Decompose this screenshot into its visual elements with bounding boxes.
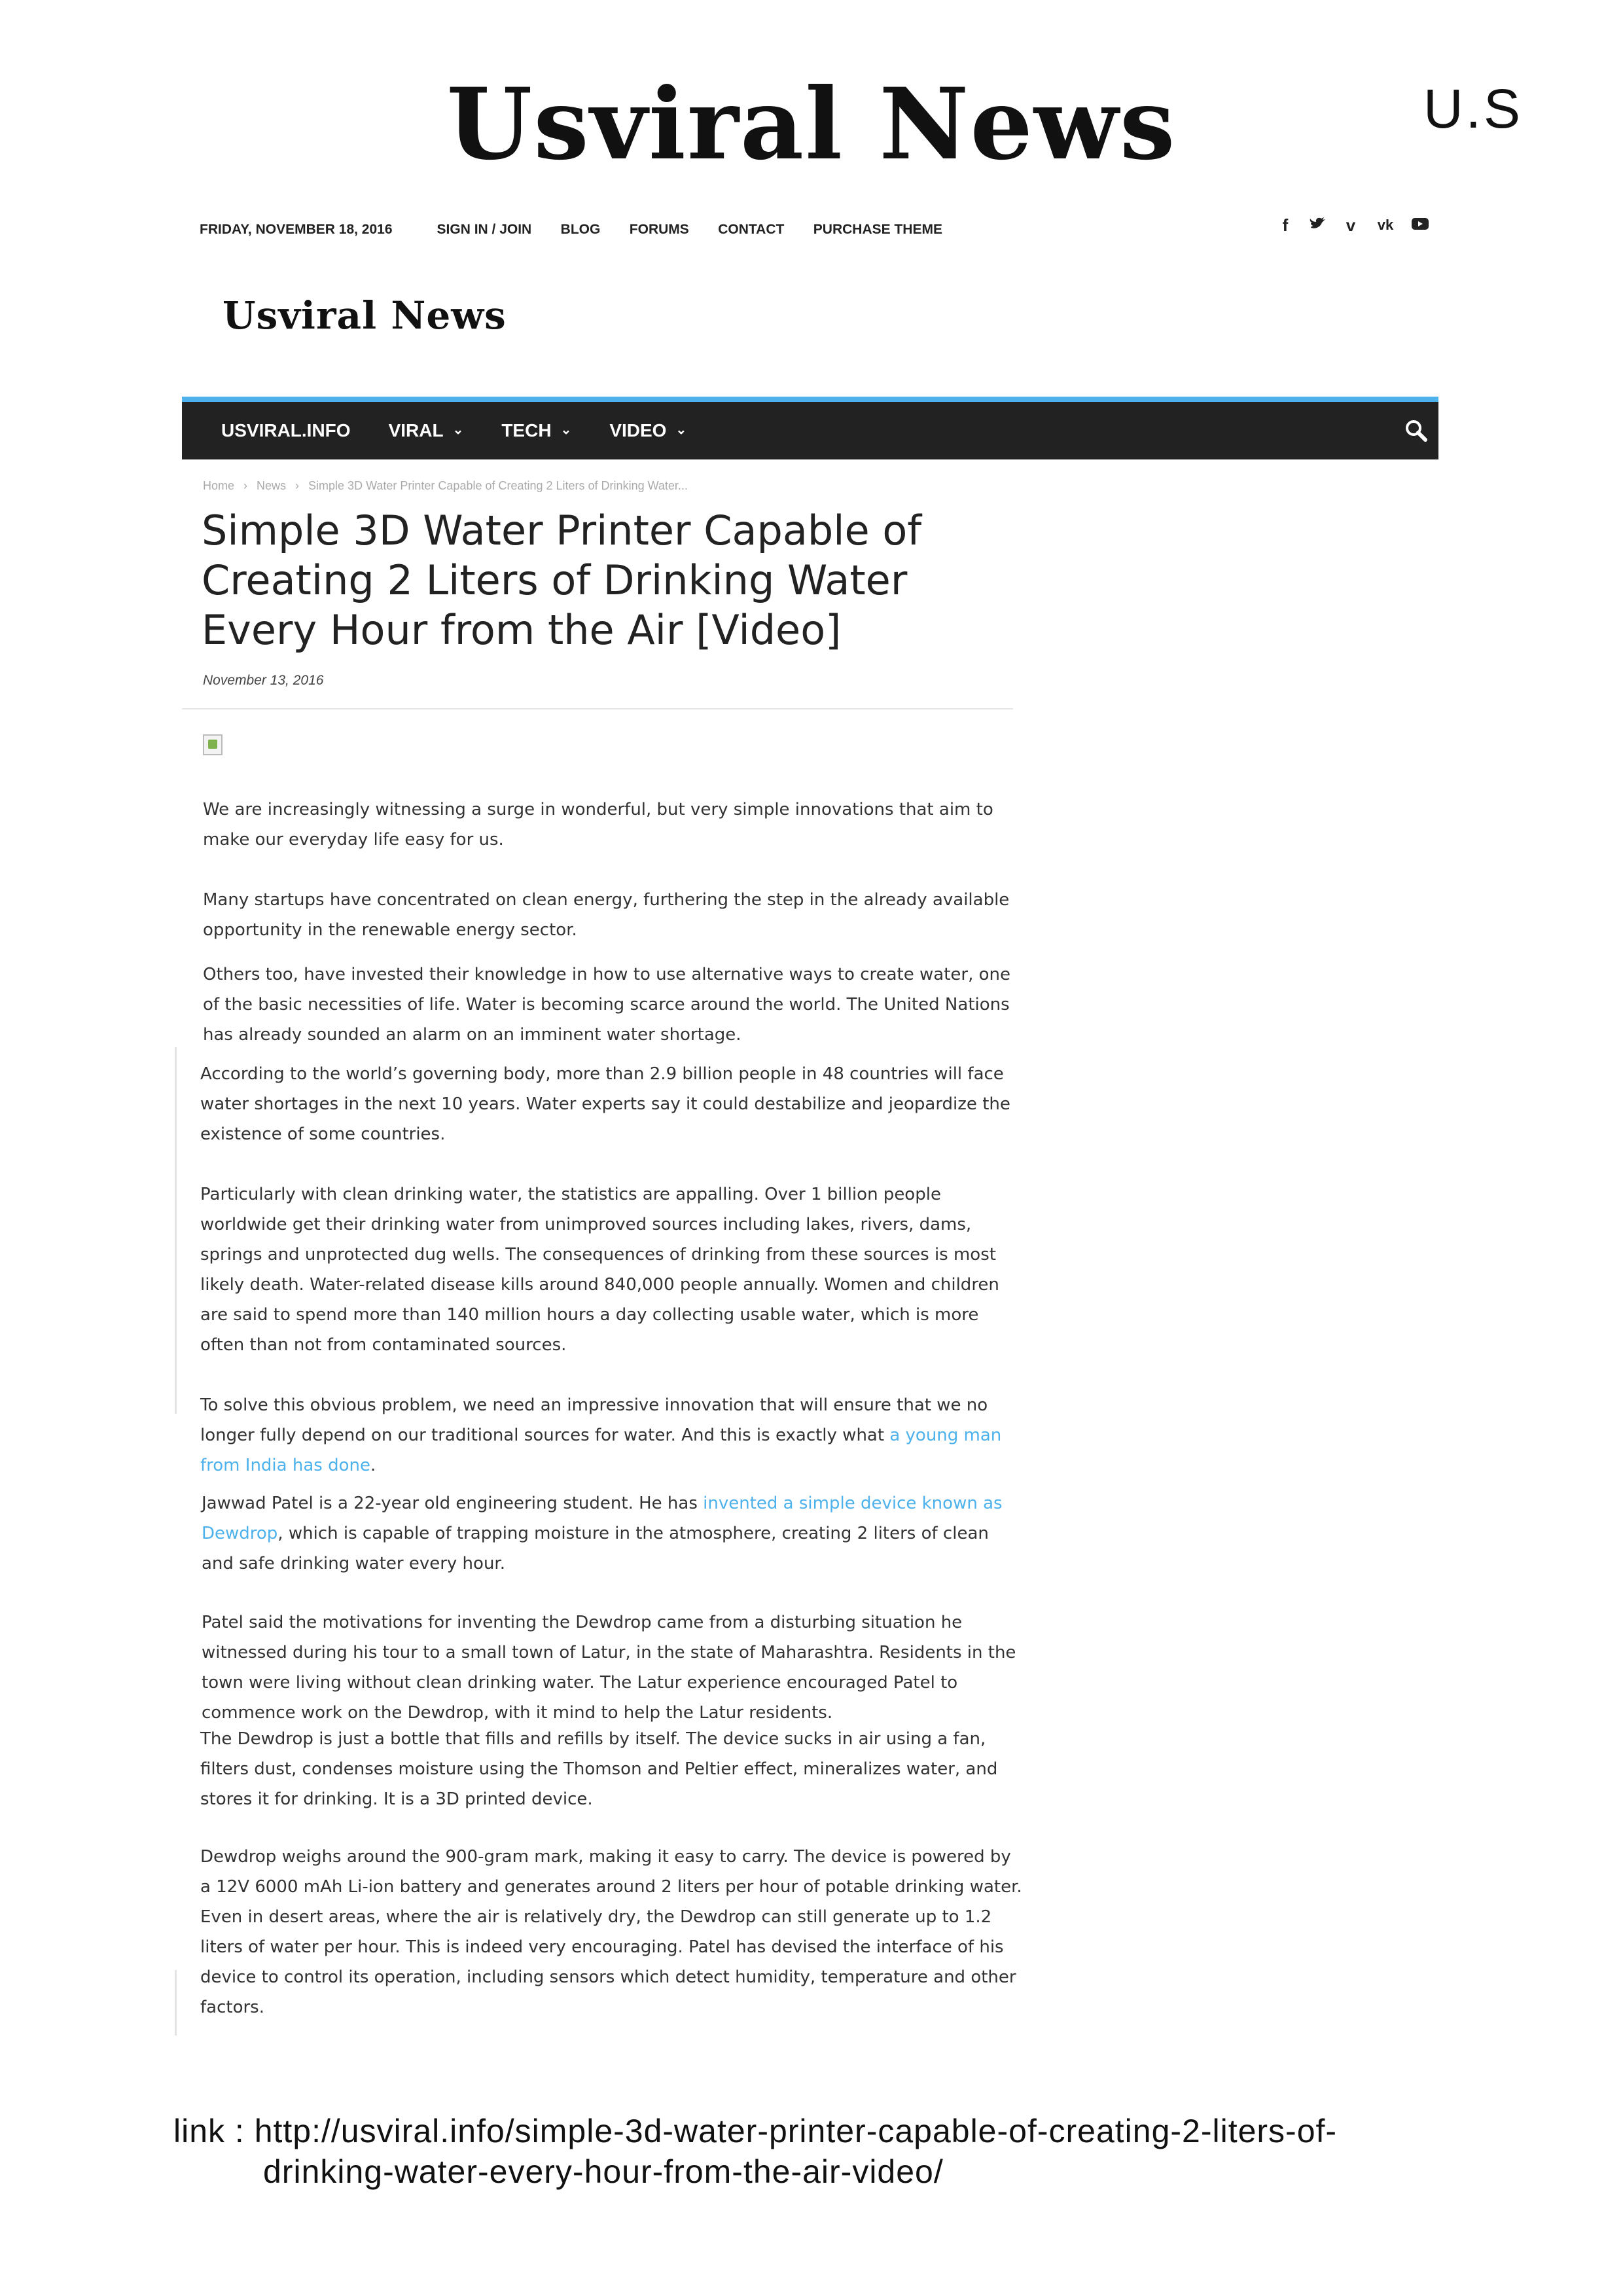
- article-paragraph: According to the world’s governing body, more than 2.9 billion people in 48 countries will face water shortages in the next 10 years. Water experts say it could destabilize and jeopardize the existence of some countries.: [200, 1064, 1010, 1144]
- dewdrop-link[interactable]: invented a simple device known as Dewdrop: [202, 1494, 1003, 1543]
- paragraph-text: .: [370, 1456, 376, 1475]
- nav-item-label: USVIRAL.INFO: [221, 420, 351, 440]
- nav-item-usviral-info[interactable]: [221, 420, 351, 441]
- top-menu-forums[interactable]: FORUMS: [629, 222, 689, 237]
- social-icons: [1276, 216, 1429, 234]
- article-paragraph: Others too, have invested their knowledge in how to use alternative ways to create water, one of the basic necessities of life. Water is becoming scarce around the world. The United Nations has already sounded an alarm on an imminent water shortage.: [203, 965, 1010, 1045]
- facebook-icon[interactable]: f: [1282, 215, 1289, 235]
- site-logo[interactable]: Usviral News: [223, 293, 507, 338]
- quote-bar: [175, 1970, 177, 2036]
- source-link[interactable]: [173, 2111, 1515, 2192]
- corner-tag: U.S: [1423, 78, 1524, 139]
- article-paragraph: [202, 1488, 1026, 1579]
- nav-item-label: TECH: [501, 420, 552, 440]
- chevron-down-icon: ⌄: [452, 422, 464, 437]
- top-bar-date: FRIDAY, NOVEMBER 18, 2016: [200, 222, 393, 237]
- twitter-icon[interactable]: [1309, 216, 1327, 234]
- masthead-title: Usviral News: [446, 67, 1177, 182]
- paragraph-text: Jawwad Patel is a 22-year old engineering student. He has: [202, 1494, 704, 1513]
- top-menu-blog[interactable]: BLOG: [560, 222, 601, 237]
- vk-icon[interactable]: vk: [1377, 217, 1394, 233]
- link-url-line-1[interactable]: http://usviral.info/simple-3d-water-printer-capable-of-creating-2-liters-of-: [254, 2113, 1338, 2149]
- article-paragraph: Particularly with clean drinking water, the statistics are appalling. Over 1 billion people worldwide get their drinking water from unimproved sources including lakes, rivers, dams, springs and unprotected dug wells. The consequences of drinking from these sources is most likely death. Water-related disease kills around 840,000 people annually. Women and children are said to spend more than 140 million hours a day collecting usable water, which is more often than not from contaminated sources.: [200, 1185, 999, 1355]
- breadcrumb-news[interactable]: News: [257, 479, 287, 492]
- article-title: Simple 3D Water Printer Capable of Creating 2 Liters of Drinking Water Every Hour from the Air [Video]: [202, 507, 922, 654]
- paragraph-text: , which is capable of trapping moisture in the atmosphere, creating 2 liters of clean and safe drinking water every hour.: [202, 1524, 989, 1573]
- article-paragraph: Dewdrop weighs around the 900-gram mark, making it easy to carry. The device is powered by a 12V 6000 mAh Li-ion battery and generates around 2 liters per hour of potable drinking water. Even in desert areas, where the air is relatively dry, the Dewdrop can still generate up to 1.2 liters of water per hour. This is indeed very encouraging. Patel has devised the interface of his device to control its operation, including sensors which detect humidity, temperature and other factors.: [200, 1847, 1022, 2017]
- paragraph-text: To solve this obvious problem, we need an impressive innovation that will ensure that we no longer fully depend on our traditional sources for water. And this is exactly what: [200, 1395, 988, 1445]
- top-bar: [200, 219, 969, 240]
- article-paragraph: We are increasingly witnessing a surge in wonderful, but very simple innovations that aim to make our everyday life easy for us.: [203, 800, 993, 850]
- breadcrumb-home[interactable]: Home: [203, 479, 235, 492]
- chevron-down-icon: ⌄: [560, 422, 572, 437]
- link-prefix: link :: [173, 2113, 255, 2149]
- chevron-right-icon: ›: [243, 479, 248, 492]
- nav-accent-bar: [182, 397, 1438, 402]
- nav-item-tech[interactable]: [501, 420, 571, 441]
- vimeo-icon[interactable]: v: [1346, 215, 1356, 235]
- broken-image-icon: [203, 734, 223, 755]
- divider: [182, 708, 1013, 709]
- top-menu-purchase-theme[interactable]: PURCHASE THEME: [813, 222, 942, 237]
- nav-item-label: VIRAL: [388, 420, 444, 440]
- top-menu: [437, 222, 969, 238]
- search-icon[interactable]: [1403, 418, 1429, 444]
- nav-item-viral[interactable]: [389, 420, 464, 441]
- article-paragraph: [200, 1390, 1025, 1480]
- article-paragraph: The Dewdrop is just a bottle that fills and refills by itself. The device sucks in air using a fan, filters dust, condenses moisture using the Thomson and Peltier effect, mineralizes water, and stores it for drinking. It is a 3D printed device.: [200, 1729, 998, 1809]
- article-paragraph: Many startups have concentrated on clean energy, furthering the step in the already available opportunity in the renewable energy sector.: [203, 890, 1010, 940]
- article-paragraph: Patel said the motivations for inventing the Dewdrop came from a disturbing situation he witnessed during his tour to a small town of Latur, in the state of Maharashtra. Residents in the town were living without clean drinking water. The Latur experience encouraged Patel to commence work on the Dewdrop, with it mind to help the Latur residents.: [202, 1613, 1016, 1723]
- top-menu-signin[interactable]: SIGN IN / JOIN: [437, 222, 532, 237]
- quote-bar: [175, 1047, 177, 1414]
- nav-item-video[interactable]: [609, 420, 687, 441]
- article-date: November 13, 2016: [203, 673, 324, 688]
- chevron-right-icon: ›: [295, 479, 300, 492]
- top-menu-contact[interactable]: CONTACT: [718, 222, 785, 237]
- youtube-icon[interactable]: [1411, 216, 1429, 234]
- breadcrumb-current: Simple 3D Water Printer Capable of Creating 2 Liters of Drinking Water...: [308, 479, 688, 492]
- nav-item-label: VIDEO: [609, 420, 667, 440]
- link-url-line-2[interactable]: drinking-water-every-hour-from-the-air-video/: [263, 2153, 944, 2190]
- india-young-man-link[interactable]: a young man from India has done: [200, 1426, 1002, 1475]
- main-nav: [182, 402, 1438, 459]
- chevron-down-icon: ⌄: [675, 422, 687, 437]
- breadcrumb: [203, 479, 688, 493]
